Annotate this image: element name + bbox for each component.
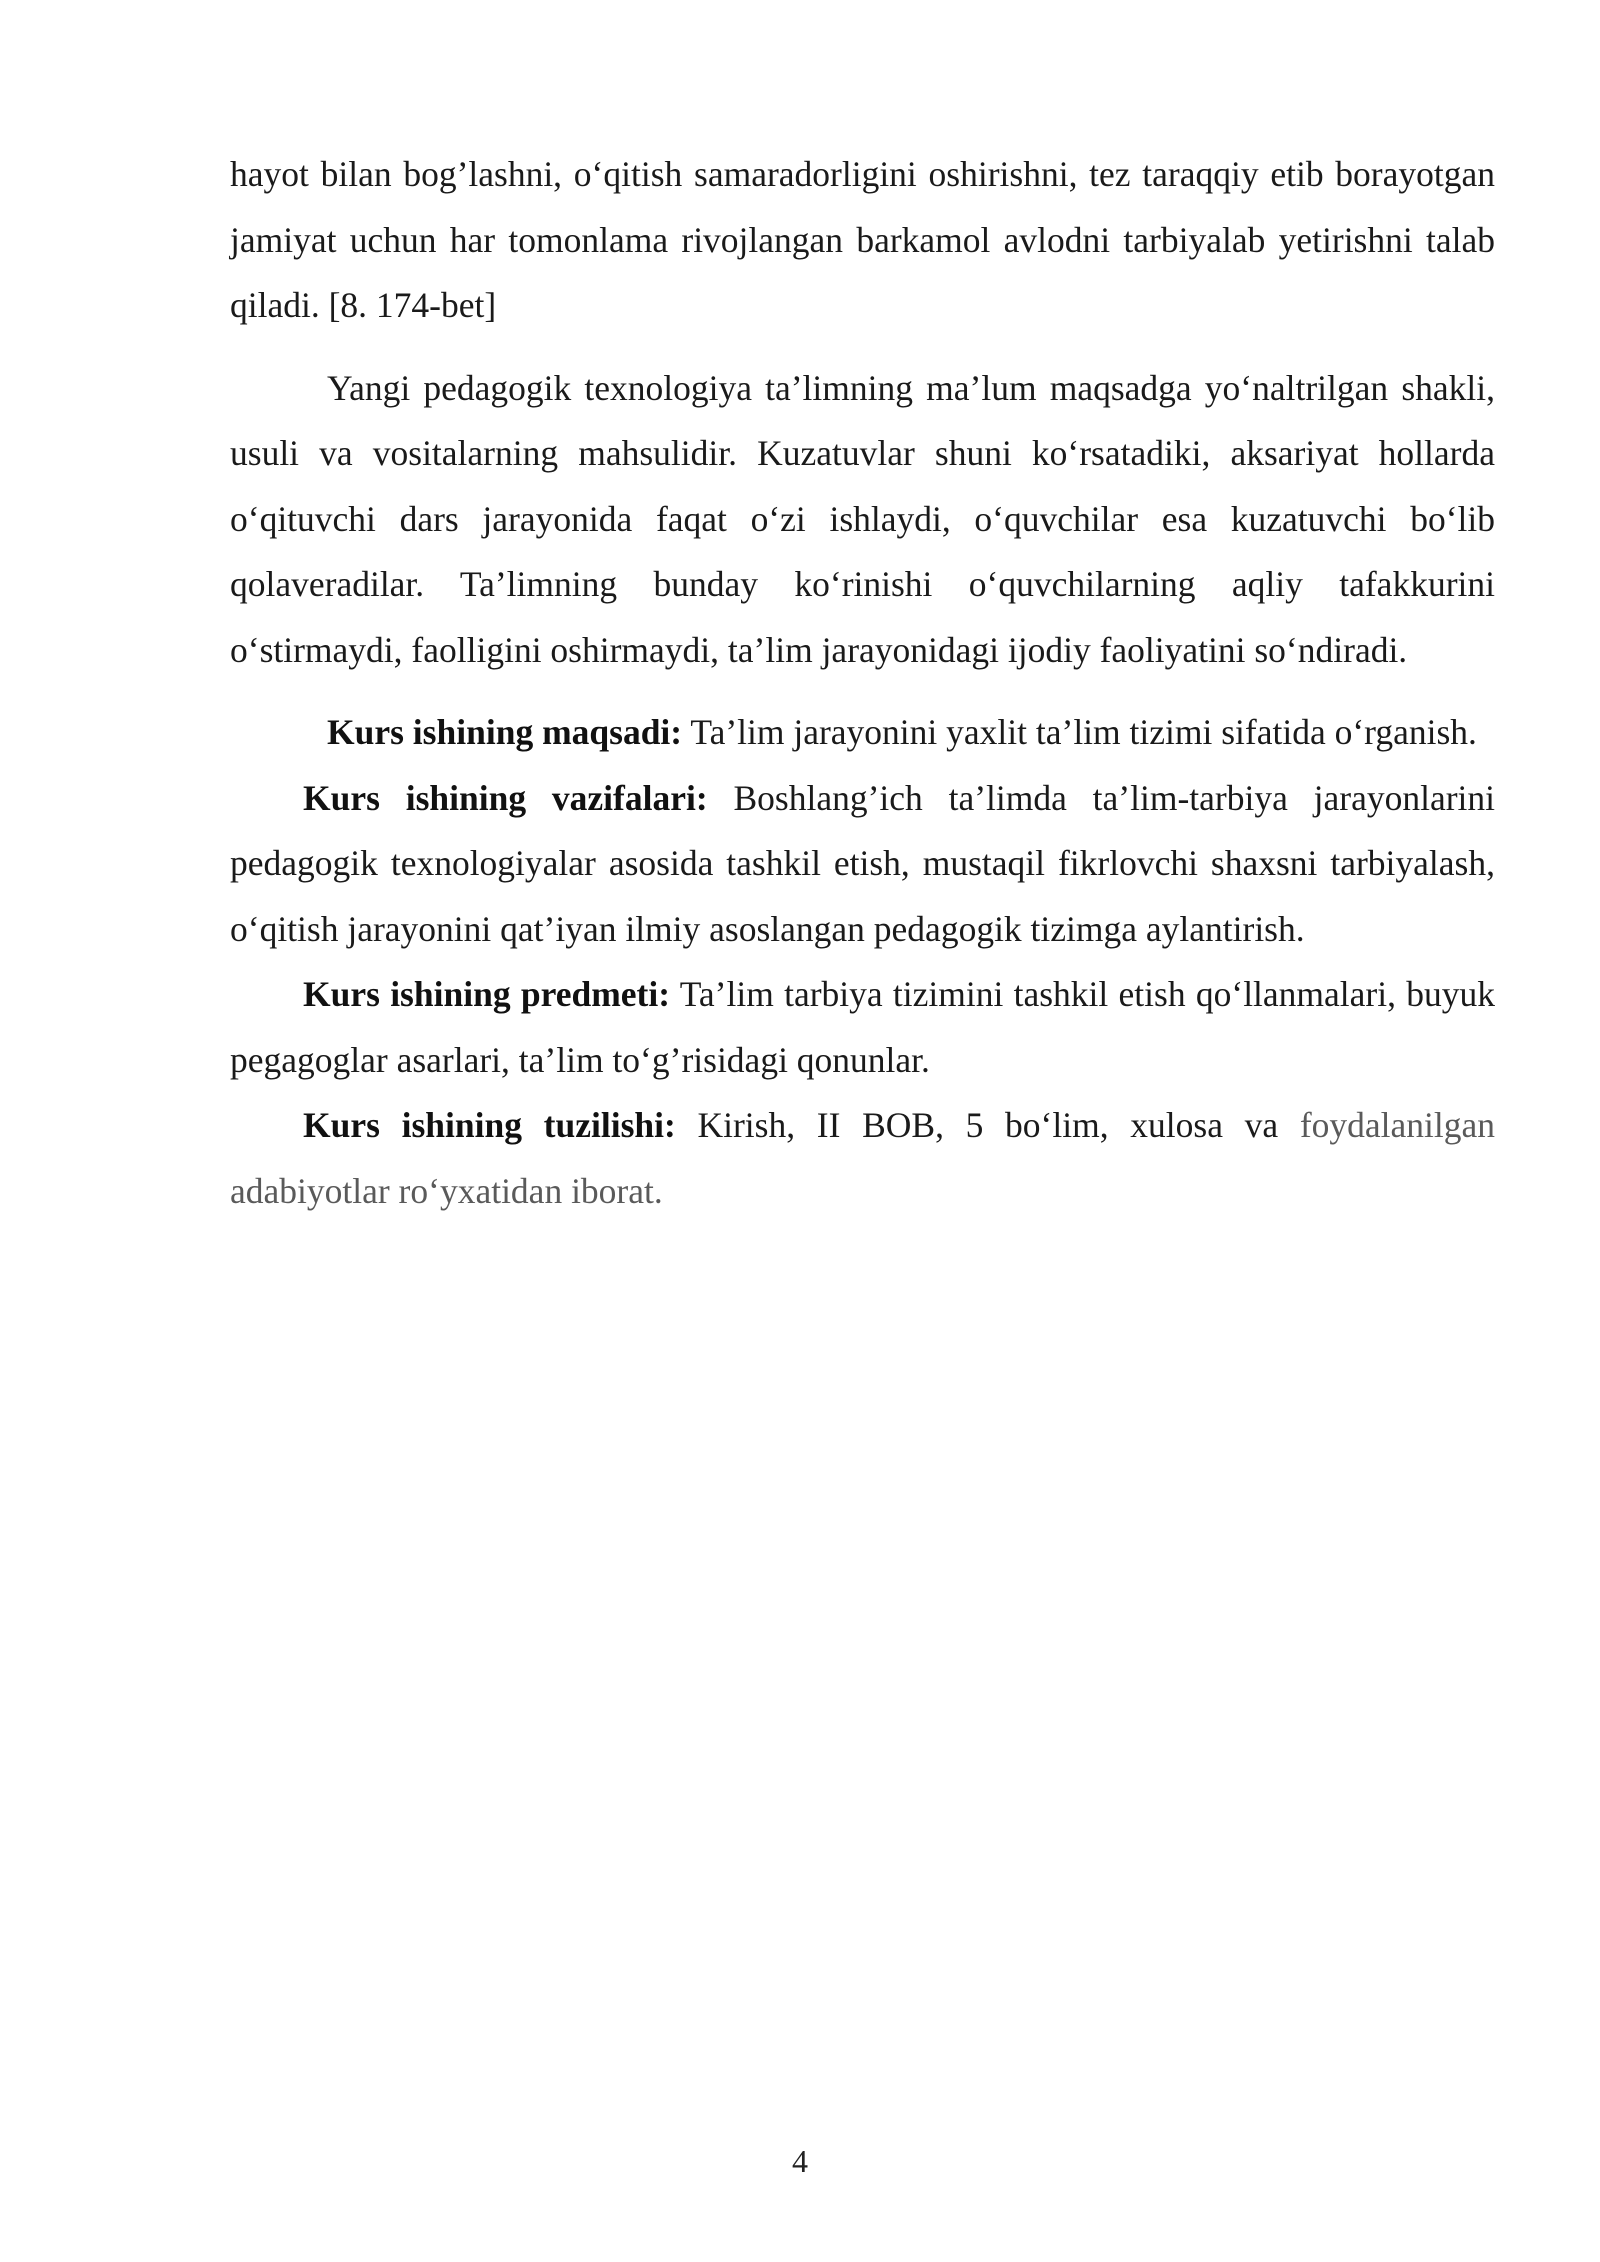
course-goal-text: Ta’lim jarayonini yaxlit ta’lim tizimi sifatida o‘rganish. (682, 712, 1477, 752)
paragraph-course-subject (230, 962, 1495, 1093)
course-structure-label: Kurs ishining tuzilishi: (303, 1105, 676, 1145)
paragraph-new-pedagogical-technology: Yangi pedagogik texnologiya ta’limning ma’lum maqsadga yo‘naltrilgan shakli, usuli va vositalarning mahsulidir. Kuzatuvlar shuni ko‘rsatadiki, aksariyat hollarda o‘qituvchi dars jarayonida faqat o‘zi ishlaydi, o‘quvchilar esa kuzatuvchi bo‘lib qolaveradilar. Ta’limning bunday ko‘rinishi o‘quvchilarning aqliy tafakkurini o‘stirmaydi, faolligini oshirmaydi, ta’lim jarayonidagi ijodiy faoliyatini so‘ndiradi. (230, 367, 1495, 670)
course-subject-label: Kurs ishining predmeti: (303, 974, 671, 1014)
course-goal-label: Kurs ishining maqsadi: (327, 712, 683, 752)
course-tasks-text: Boshlang’ich ta’limda ta’lim-tarbiya jarayonlarini pedagogik texnologiyalar asosida tashkil etish, mustaqil fikrlovchi shaxsni tarbiyalash, o‘qitish jarayonini qat’iyan ilmiy asoslangan pedagogik tizimga aylantirish. (230, 777, 1496, 949)
paragraph-course-tasks (230, 766, 1495, 963)
course-structure-text: Kirish, II BOB, 5 bo‘lim, xulosa va (675, 1105, 1300, 1145)
page-body (230, 142, 1495, 1224)
course-structure-text-grey: foydalanilgan adabiyotlar ro‘yxatidan iborat. (230, 1105, 1495, 1211)
course-tasks-label: Kurs ishining vazifalari: (303, 777, 708, 818)
paragraph-course-goal (230, 700, 1495, 766)
paragraph-intro-continuation: hayot bilan bog’lashni, o‘qitish samaradorligini oshirishni, tez taraqqiy etib borayotgan jamiyat uchun har tomonlama rivojlangan barkamol avlodni tarbiyalab yetirishni talab qiladi. [8. 174-bet] (230, 154, 1495, 325)
paragraph-course-structure (230, 1093, 1495, 1224)
page-number: 4 (792, 2143, 808, 2179)
course-subject-text: Ta’lim tarbiya tizimini tashkil etish qo‘llanmalari, buyuk pegagoglar asarlari, ta’lim to‘g’risidagi qonunlar. (230, 974, 1495, 1080)
